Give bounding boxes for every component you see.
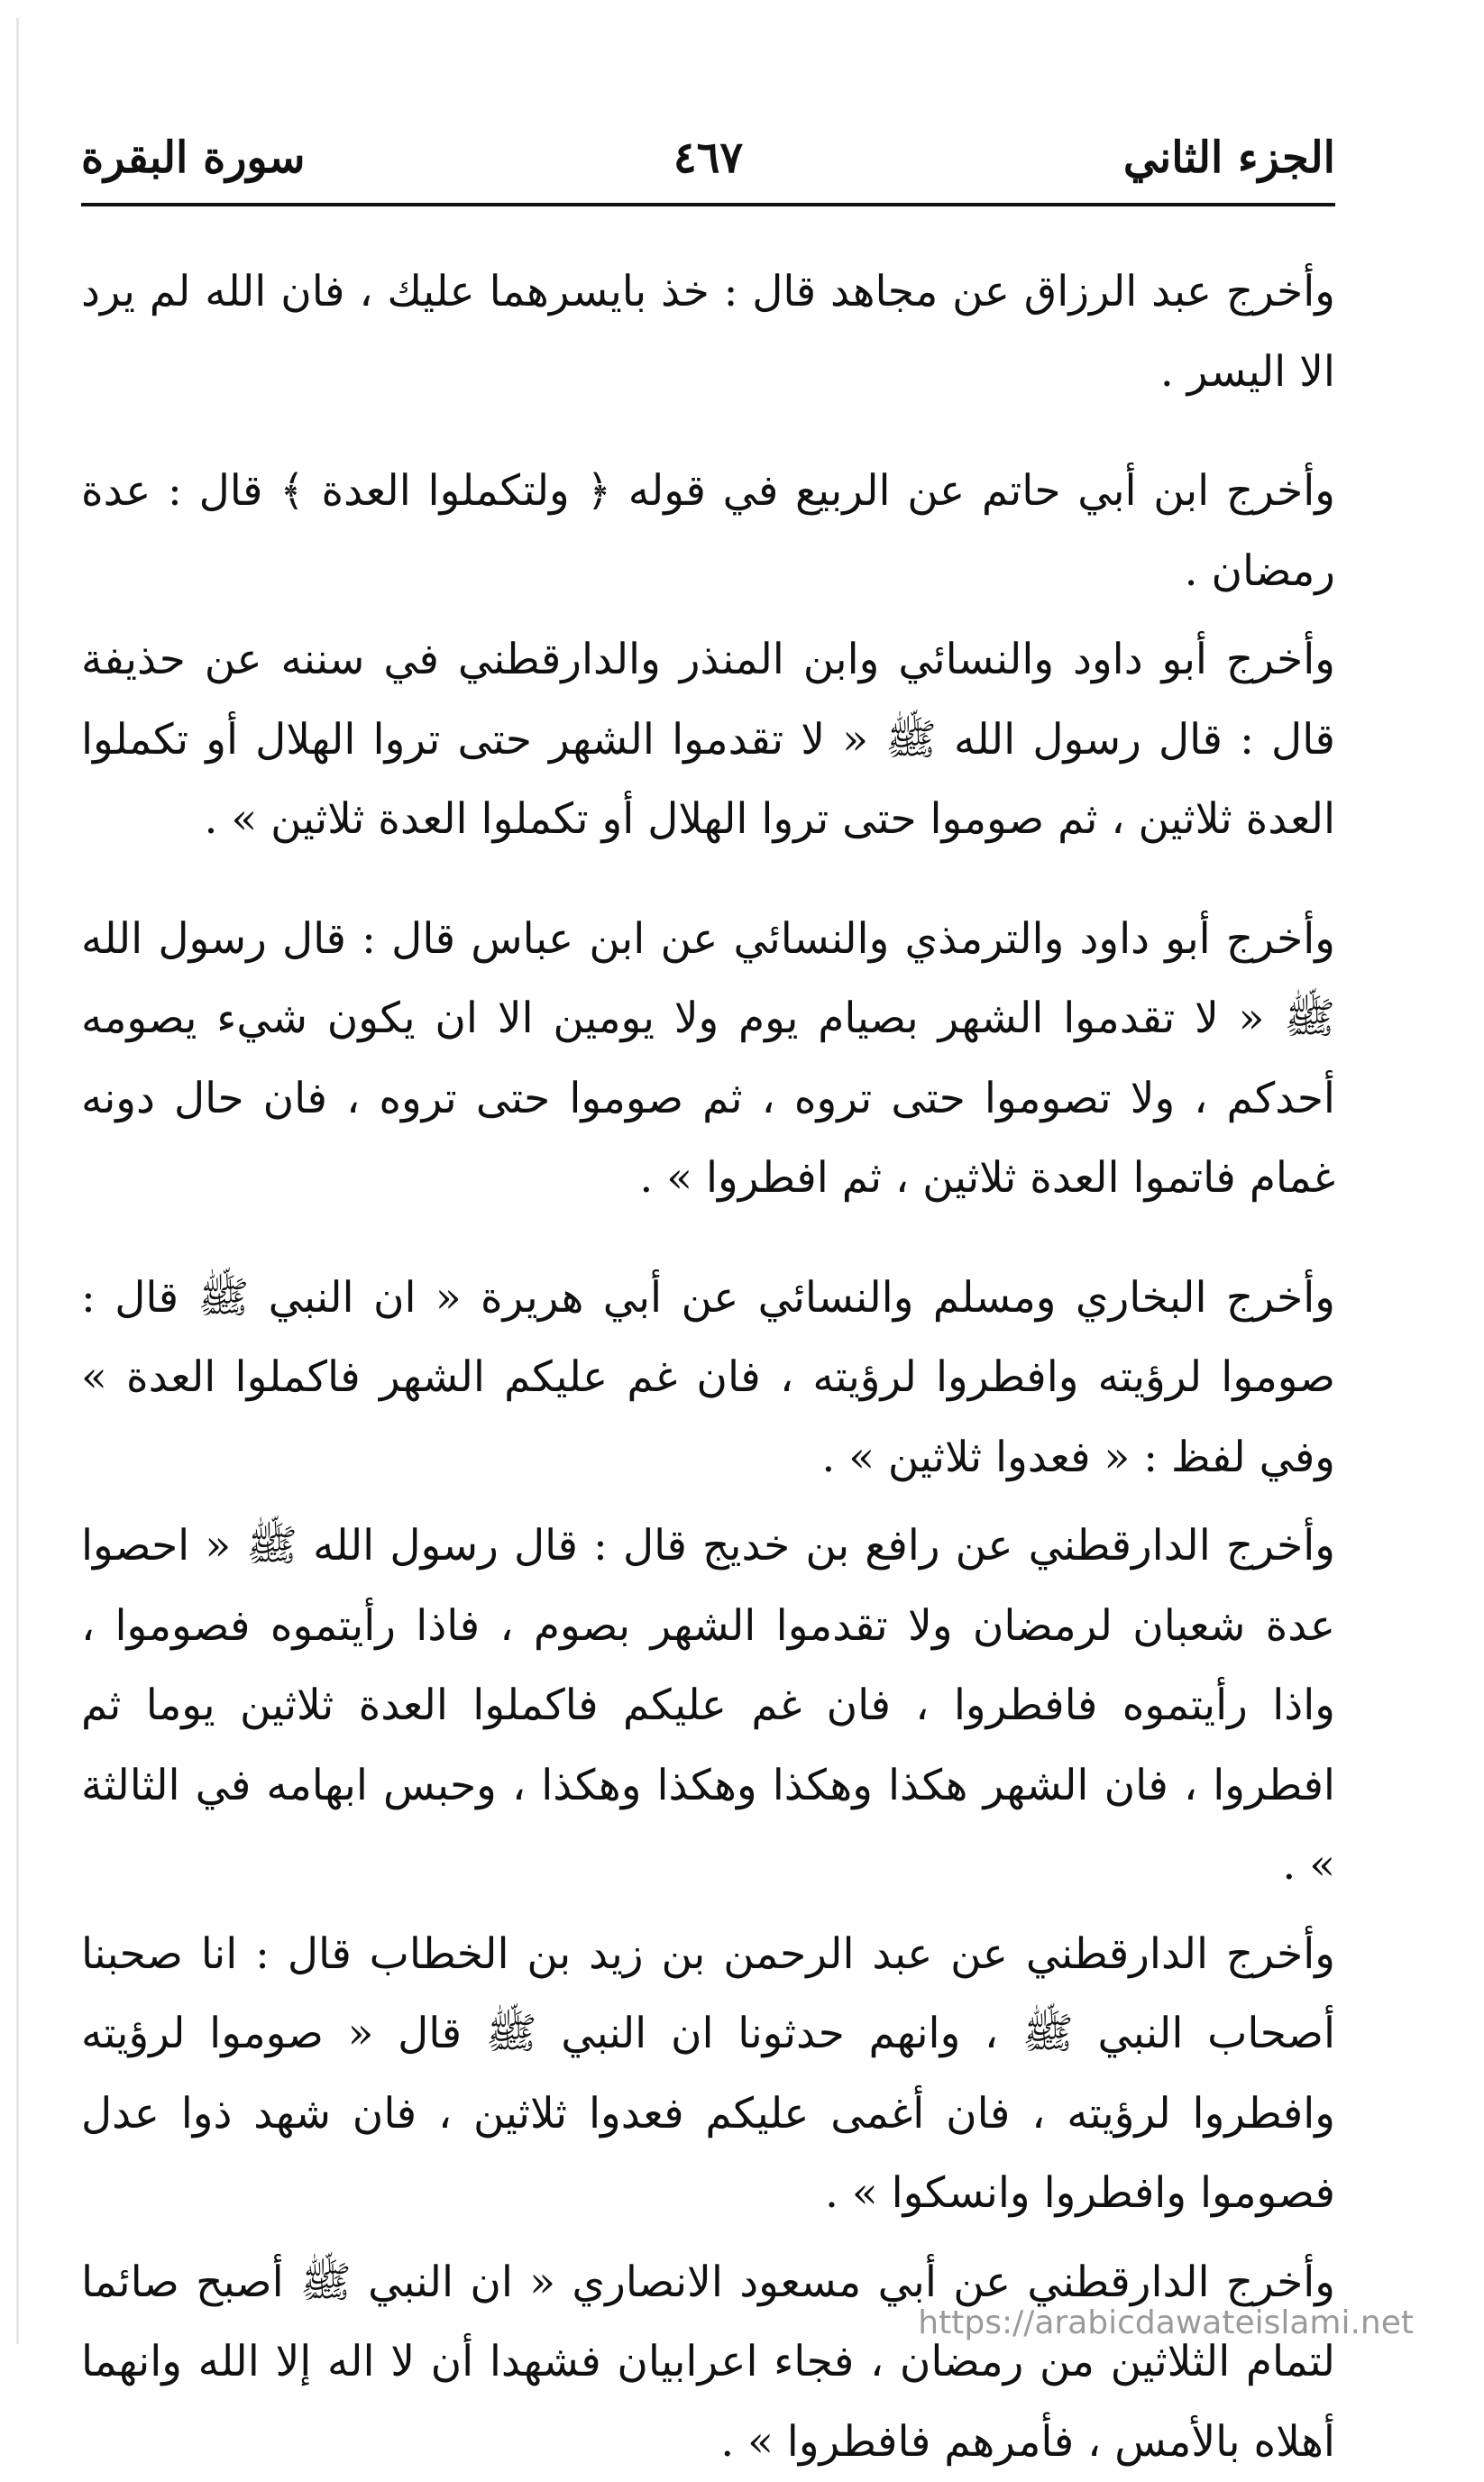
paragraph-1: وأخرج عبد الرزاق عن مجاهد قال : خذ بايسرهما عليك ، فان الله لم يرد الا اليسر .: [81, 252, 1335, 412]
paragraph-2: وأخرج ابن أبي حاتم عن الربيع في قوله ﴿ ولتكملوا العدة ﴾ قال : عدة رمضان .: [81, 452, 1335, 611]
header-part-label: الجزء الثاني: [1123, 122, 1335, 194]
page-header: [81, 122, 1335, 194]
page-body: [81, 252, 1335, 2482]
paragraph-6: وأخرج الدارقطني عن رافع بن خديج قال : قال رسول الله ﷺ « احصوا عدة شعبان لرمضان ولا تقدموا الشهر بصوم ، فاذا رأيتموه فصوموا ، واذا رأيتموه فافطروا ، فان غم عليكم فاكملوا العدة ثلاثين يوما ثم افطروا ، فان الشهر هكذا وهكذا وهكذا وهكذا ، وحبس ابهامه في الثالثة » .: [81, 1507, 1335, 1906]
scan-edge-line: [16, 18, 19, 2344]
header-divider: [81, 203, 1335, 206]
paragraph-5: وأخرج البخاري ومسلم والنسائي عن أبي هريرة « ان النبي ﷺ قال : صوموا لرؤيته وافطروا لرؤيته ، فان غم عليكم الشهر فاكملوا العدة » وفي لفظ : « فعدوا ثلاثين » .: [81, 1259, 1335, 1498]
paragraph-7: وأخرج الدارقطني عن عبد الرحمن بن زيد بن الخطاب قال : انا صحبنا أصحاب النبي ﷺ ، وانهم حدثونا ان النبي ﷺ قال « صوموا لرؤيته وافطروا لرؤيته ، فان أغمى عليكم فعدوا ثلاثين ، فان شهد ذوا عدل فصوموا وافطروا وانسكوا » .: [81, 1915, 1335, 2234]
paragraph-4: وأخرج أبو داود والترمذي والنسائي عن ابن عباس قال : قال رسول الله ﷺ « لا تقدموا الشهر بصيام يوم ولا يومين الا ان يكون شيء يصومه أحدكم ، ولا تصوموا حتى تروه ، ثم صوموا حتى تروه ، فان حال دونه غمام فاتموا العدة ثلاثين ، ثم افطروا » .: [81, 900, 1335, 1219]
watermark-url: https://arabicdawateislami.net: [918, 2304, 1414, 2341]
header-surah-title: سورة البقرة: [81, 122, 305, 194]
paragraph-8: وأخرج الدارقطني عن أبي مسعود الانصاري « ان النبي ﷺ أصبح صائما لتمام الثلاثين من رمضان ، فجاء اعرابيان فشهدا أن لا اله إلا الله وانهما أهلاه بالأمس ، فأمرهم فافطروا » .: [81, 2243, 1335, 2482]
header-page-number: ٤٦٧: [673, 122, 743, 194]
paragraph-3: وأخرج أبو داود والنسائي وابن المنذر والدارقطني في سننه عن حذيفة قال : قال رسول الله ﷺ « لا تقدموا الشهر حتى تروا الهلال أو تكملوا العدة ثلاثين ، ثم صوموا حتى تروا الهلال أو تكملوا العدة ثلاثين » .: [81, 620, 1335, 860]
